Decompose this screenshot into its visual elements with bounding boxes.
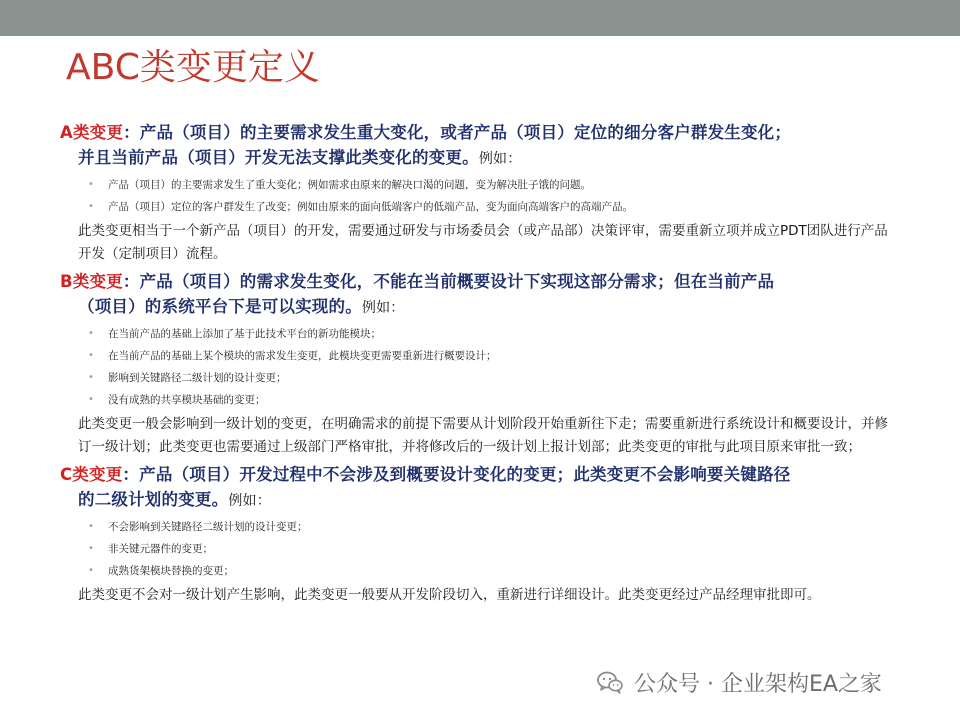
section-b-key: B类变更 — [60, 272, 123, 291]
section-c-heading — [60, 462, 900, 514]
section-a-example-label: 例如： — [478, 151, 522, 167]
section-a-paragraph: 此类变更相当于一个新产品（项目）的开发，需要通过研发与市场委员会（或产品部）决策评审，需要重新立项并成立PDT团队进行产品开发（定制项目）流程。 — [78, 223, 888, 262]
section-b-heading-line1 — [60, 269, 900, 294]
list-item: • 产品（项目）的主要需求发生了重大变化；例如需求由原来的解决口渴的问题，变为解决肚子饿的问题。 — [88, 174, 900, 196]
section-c-heading-line1 — [60, 462, 900, 487]
watermark — [596, 664, 882, 700]
section-a-heading-line1 — [60, 120, 900, 145]
wechat-icon — [596, 668, 624, 696]
section-b-paragraph: 此类变更一般会影响到一级计划的变更，在明确需求的前提下需要从计划阶段开始重新往下走；需要重新进行系统设计和概要设计，并修订一级计划；此类变更也需要通过上级部门严格审批，并将修改后的一级计划上报计划部；此类变更的审批与此项目原来审批一致； — [78, 416, 888, 455]
list-item: • 在当前产品的基础上添加了基于此技术平台的新功能模块； — [88, 323, 900, 345]
section-c-heading-text-2: 的二级计划的变更。 — [78, 490, 229, 509]
section-c-heading-line2 — [60, 487, 900, 514]
section-a-heading-line2 — [60, 145, 900, 172]
watermark-text: 公众号 · 企业架构EA之家 — [634, 671, 882, 697]
section-a-heading — [60, 120, 900, 172]
section-b-example-label: 例如： — [361, 300, 405, 316]
list-item: • 产品（项目）定位的客户群发生了改变；例如由原来的面向低端客户的低端产品，变为面向高端客户的高端产品。 — [88, 196, 900, 218]
section-a-key: A类变更 — [60, 123, 124, 142]
section-b — [60, 269, 900, 459]
section-b-heading-text: 产品（项目）的需求发生变化，不能在当前概要设计下实现这部分需求；但在当前产品 — [139, 272, 775, 291]
list-item: • 非关键元器件的变更； — [88, 538, 900, 560]
slide-title: ABC类变更定义 — [66, 47, 320, 88]
section-b-heading-line2 — [60, 294, 900, 321]
section-a-colon: ： — [123, 123, 140, 142]
section-c-colon: ： — [122, 465, 140, 484]
list-item: • 在当前产品的基础上某个模块的需求发生变更，此模块变更需要重新进行概要设计； — [88, 345, 900, 367]
section-b-bullets — [60, 323, 900, 411]
section-a-heading-text: 产品（项目）的主要需求发生重大变化，或者产品（项目）定位的细分客户群发生变化； — [139, 123, 792, 142]
section-c-bullets — [60, 516, 900, 582]
list-item: • 成熟货架模块替换的变更； — [88, 560, 900, 582]
section-c — [60, 462, 900, 607]
list-item: • 没有成熟的共享模块基础的变更； — [88, 389, 900, 411]
section-b-colon: ： — [122, 272, 140, 291]
slide-content — [60, 120, 900, 610]
section-c-example-label: 例如： — [228, 493, 271, 509]
list-item: • 影响到关键路径二级计划的设计变更； — [88, 367, 900, 389]
section-a — [60, 120, 900, 266]
section-a-heading-text-2: 并且当前产品（项目）开发无法支撑此类变化的变更。 — [78, 148, 479, 167]
section-a-bullets — [60, 174, 900, 218]
section-b-heading — [60, 269, 900, 321]
list-item: • 不会影响到关键路径二级计划的设计变更； — [88, 516, 900, 538]
section-c-heading-text: 产品（项目）开发过程中不会涉及到概要设计变化的变更；此类变更不会影响要关键路径 — [139, 465, 791, 484]
section-c-paragraph: 此类变更不会对一级计划产生影响，此类变更一般要从开发阶段切入，重新进行详细设计。此类变更经过产品经理审批即可。 — [78, 587, 821, 603]
section-c-key: C类变更 — [60, 465, 123, 484]
section-b-heading-text-2: （项目）的系统平台下是可以实现的。 — [78, 297, 362, 316]
top-band — [0, 0, 960, 36]
